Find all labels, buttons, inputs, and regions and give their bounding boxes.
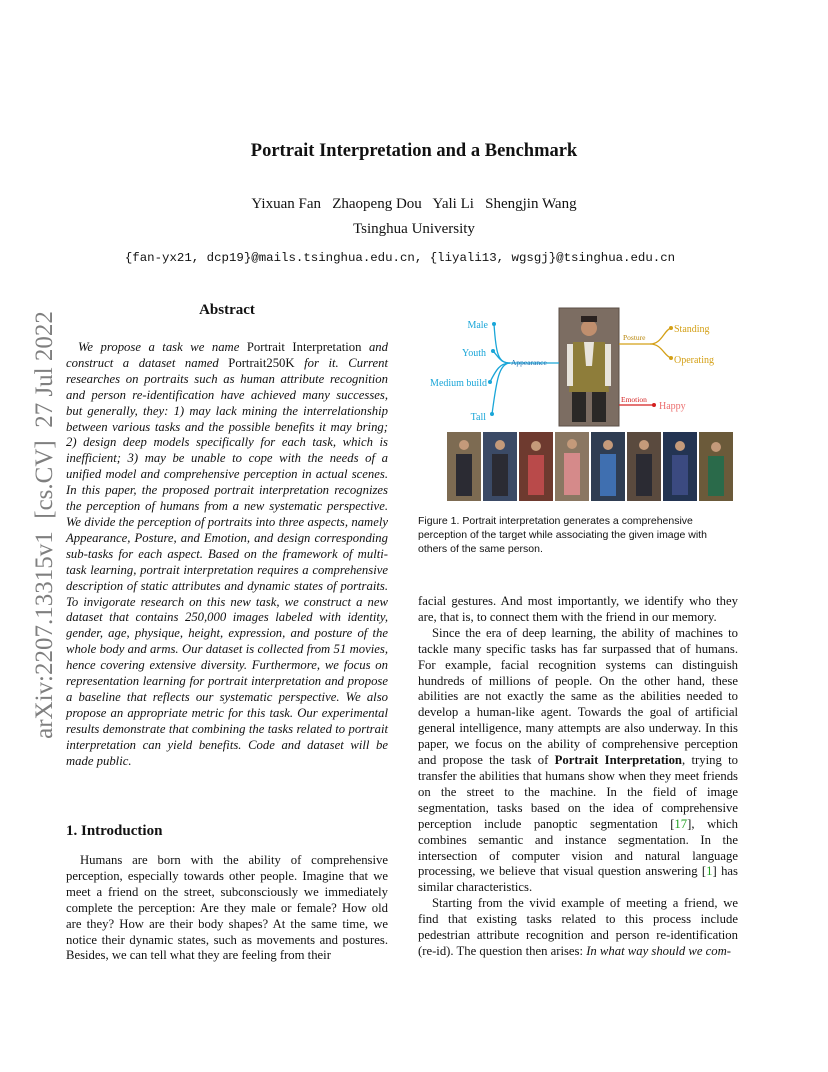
right-paragraph-3 xyxy=(418,896,738,960)
abstract-text xyxy=(66,340,388,769)
abstract-part: and construct a dataset named xyxy=(66,340,388,370)
abstract-heading: Abstract xyxy=(199,302,255,318)
text-part: ] has similar characteristics. xyxy=(418,864,738,895)
label-male: Male xyxy=(467,320,488,331)
label-medium-build: Medium build xyxy=(430,378,487,389)
abstract-term-portrait250k: Portrait250K xyxy=(228,355,295,370)
figure-1-caption: Figure 1. Portrait interpretation generates a comprehensive perception of the target while associating the given image with others of the same person. xyxy=(418,515,707,555)
abstract-term-portrait-interpretation: Portrait Interpretation xyxy=(246,340,362,354)
thumbnail-strip xyxy=(447,432,733,501)
abstract-part: We propose a task we name xyxy=(78,340,247,354)
label-standing: Standing xyxy=(674,324,710,335)
affiliation: Tsinghua University xyxy=(353,221,475,237)
term-portrait-interpretation: Portrait Interpretation xyxy=(554,753,682,768)
right-paragraph-1: facial gestures. And most importantly, we identify who they are, that is, to connect them with the friend in our memory. xyxy=(418,594,738,624)
figure-1 xyxy=(418,306,738,501)
section-heading-introduction: 1. Introduction xyxy=(66,823,163,839)
label-youth: Youth xyxy=(462,348,486,359)
italic-question: In what way should we com- xyxy=(586,943,732,958)
text-part: Since the era of deep learning, the ability of machines to tackle many specific tasks has far surpassed that of humans. For example, facial recognition systems can distinguish hundreds of millions of people. On the other hand, these abilities are not exactly the same as the abilities needed to develop a human-like agent. Towards the goal of artificial general intelligence, many attempts are also underway. In this paper, we focus on the ability of comprehensive perception and propose the task of xyxy=(418,625,738,768)
arxiv-stamp: arXiv:2207.13315v1 [cs.CV] 27 Jul 2022 xyxy=(31,311,58,739)
text-part: , trying to transfer the abilities that humans show when they meet friends on the street to the machine. In the field of image segmentation, tasks based on the idea of comprehensive perception include panoptic segmentation [ xyxy=(418,753,738,831)
right-column-text xyxy=(418,594,738,960)
text-part: Starting from the vivid example of meeting a friend, we find that existing tasks related to this process include pedestrian attribute recognition and person re-identification (re-id). The question then arises: xyxy=(418,896,738,958)
portrait-photo xyxy=(559,308,619,426)
label-happy: Happy xyxy=(659,401,686,412)
right-paragraph-2 xyxy=(418,626,738,896)
label-appearance: Appearance xyxy=(511,358,547,367)
intro-paragraph: Humans are born with the ability of comprehensive perception, especially towards other people. Imagine that we meet a friend on the street, subconsciously we immediately complete the perception: Are they male or female? How old are they? How are their body shapes? At the same time, we notice their dynamic states, such as movements and postures. Besides, we can tell what they are feeling from their xyxy=(66,853,388,963)
author-list: Yixuan Fan Zhaopeng Dou Yali Li Shengjin Wang xyxy=(251,196,577,212)
label-tall: Tall xyxy=(470,412,486,423)
text-part: ], which combines semantic and instance segmentation. In the intersection of computer vision and natural language processing, we believe that visual question answering [ xyxy=(418,816,739,879)
label-emotion: Emotion xyxy=(621,395,647,404)
paper-title: Portrait Interpretation and a Benchmark xyxy=(250,141,578,161)
citation-link-17[interactable]: 17 xyxy=(674,816,688,831)
abstract-part: for it. Current researches on portraits such as human attribute recognition and person re-identification have achieved many successes, but generally, they: 1) may lack mining the interrelationship between various tasks and the possible benefits it may bring; 2) design deep models specifically for each task, which is inefficient; 3) may be unable to cope with the needs of a unified model and comprehensive perception in actual scenes. In this paper, the proposed portrait interpretation recognizes the perception of humans from a new systematic perspective. We divide the perception of portraits into three aspects, namely Appearance, Posture, and Emotion, and design corresponding sub-tasks for each aspect. Based on the framework of multi-task learning, portrait interpretation requires a comprehensive description of static attributes and dynamic states of portraits. To invigorate research on this new task, we construct a new dataset that contains 250,000 images labeled with identity, gender, age, physique, height, expression, and posture of the whole body and arms. Our dataset is collected from 51 movies, hence covering extensive diversity. Furthermore, we focus on representation learning for portrait interpretation and propose a baseline that reflects our systematic perspective. We also propose an appropriate metric for this task. Our experimental results demonstrate that combining the tasks related to portrait interpretation can yield benefits. Code and dataset will be made public. xyxy=(66,355,388,768)
author-emails: {fan-yx21, dcp19}@mails.tsinghua.edu.cn, {liyali13, wgsgj}@tsinghua.edu.cn xyxy=(124,251,676,265)
label-operating: Operating xyxy=(674,355,714,366)
label-posture: Posture xyxy=(623,333,646,342)
citation-link-1[interactable]: 1 xyxy=(706,864,713,879)
